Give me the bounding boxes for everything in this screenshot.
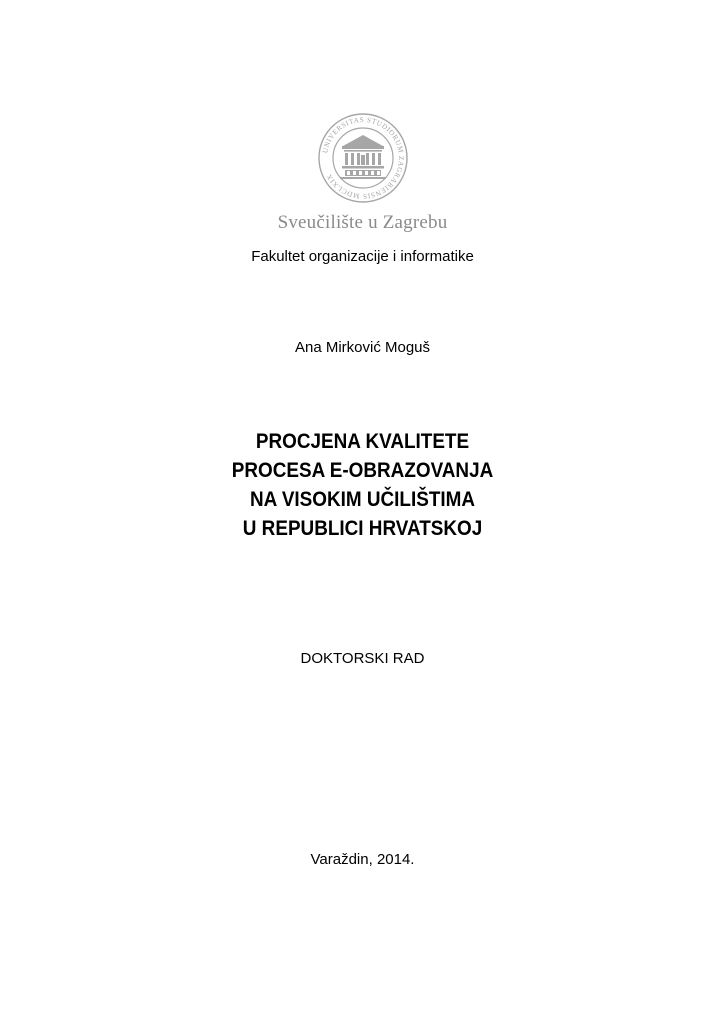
thesis-title-line: NA VISOKIM UČILIŠTIMA	[249, 488, 476, 511]
university-name: Sveučilište u Zagrebu	[277, 212, 448, 233]
faculty-name: Fakultet organizacije i informatike	[251, 248, 474, 265]
document-type: DOKTORSKI RAD	[300, 650, 425, 667]
place-and-date: Varaždin, 2014.	[310, 851, 415, 868]
thesis-title	[36, 427, 689, 543]
seal-inscription: UNIVERSITAS STUDIORUM ZAGRABIENSIS MDCLXIX	[321, 115, 406, 201]
thesis-title-line: PROCESA E-OBRAZOVANJA	[231, 459, 494, 482]
author-name: Ana Mirković Moguš	[294, 339, 431, 356]
university-seal-logo	[318, 113, 408, 203]
thesis-title-line: PROCJENA KVALITETE	[255, 430, 470, 453]
thesis-title-line: U REPUBLICI HRVATSKOJ	[242, 517, 483, 540]
